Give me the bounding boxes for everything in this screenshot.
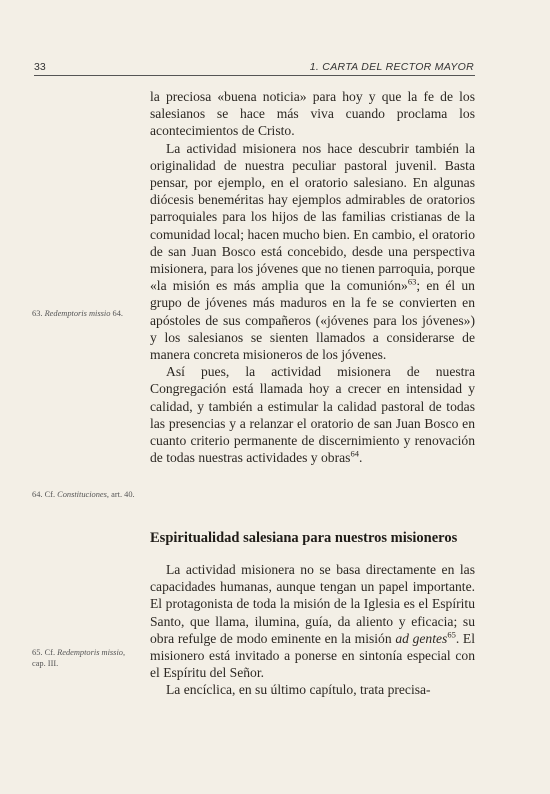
paragraph-text: Así pues, la actividad misionera de nuestra Congregación está llamada hoy a crecer en intensidad y calidad, y también a estimular la calidad pastoral de todas las presencias y a relanzar el oratorio de san Juan Bosco en cuanto criterio permanente de discernimiento y renovación de todas nuestras actividades y obras [150, 364, 475, 466]
footnote-ref-65: 65 [447, 629, 456, 640]
paragraph-continued: la preciosa «buena noticia» para hoy y que la fe de los salesianos se hace más viva cuando proclama los acontecimientos de Cristo. [150, 89, 475, 139]
footnote-text: Cf. [42, 490, 58, 499]
footnote-title: Redemptoris missio [57, 648, 123, 657]
footnote-text: 64. [110, 309, 123, 318]
paragraph-espiritu-santo [150, 561, 475, 681]
paragraph-enciclica: La encíclica, en su último capítulo, trata precisa- [166, 682, 431, 698]
footnote-number: 64. [32, 490, 43, 499]
footnote-64 [32, 490, 140, 501]
paragraph-text: La actividad misionera nos hace descubrir también la originalidad de nuestra peculiar pastoral juvenil. Basta pensar, por ejemplo, en el oratorio salesiano. En algunas diócesis beneméritas hay ejemplos admirables de oratorios parroquiales para los hijos de las familias cristianas de la comunidad local; hacen mucho bien. En cambio, el oratorio de san Juan Bosco está concebido, desde una perspectiva misionera, para los jóvenes que no tienen parroquia, porque «la misión es más amplia que la comunión» [150, 140, 475, 294]
footnote-title: Constituciones [57, 490, 107, 499]
footnote-65 [32, 648, 140, 669]
paragraph-text: . [358, 450, 363, 466]
paragraph-text: . El misionero está invitado a ponerse en sintonía especial con el Espíritu del Señor. [150, 630, 475, 681]
footnote-ref-64: 64 [350, 448, 359, 459]
body-text-upper [150, 88, 475, 466]
footnote-title: Redemptoris missio [44, 309, 111, 318]
footnote-text: , art. 40. [106, 490, 135, 499]
footnote-text: Cf. [42, 648, 58, 657]
footnote-number: 65. [32, 648, 43, 657]
emphasis-ad-gentes: ad gentes [395, 630, 448, 646]
footnote-text: , cap. III. [32, 648, 126, 668]
footnote-ref-63: 63 [407, 276, 417, 287]
body-text-lower [150, 561, 475, 699]
page-header [34, 61, 474, 75]
footnote-63 [32, 309, 140, 320]
paragraph-text: ; en él un grupo de jóvenes más maduros en la fe se convierten en apóstoles de sus compañeros («jóvenes para los jóvenes») y los salesianos se sienten llamados a considerarse de manera concreta misioneros de los jóvenes. [150, 278, 475, 363]
paragraph-pastoral-juvenil [150, 140, 475, 364]
paragraph-text: La actividad misionera no se basa directamente en las capacidades humanas, aunque tengan un papel importante. El protagonista de toda la misión de la Iglesia es el Espíritu Santo, que llama, ilumina, guía, da aliento y eficacia; su obra refulge de modo eminente en la misión [150, 562, 475, 646]
footnote-number: 63. [32, 309, 43, 318]
header-rule [34, 75, 475, 76]
paragraph-actividad-misionera [150, 363, 475, 466]
page-number: 33 [34, 61, 46, 73]
running-head: 1. CARTA DEL RECTOR MAYOR [309, 61, 474, 73]
section-heading: Espiritualidad salesiana para nuestros misioneros [150, 530, 458, 546]
